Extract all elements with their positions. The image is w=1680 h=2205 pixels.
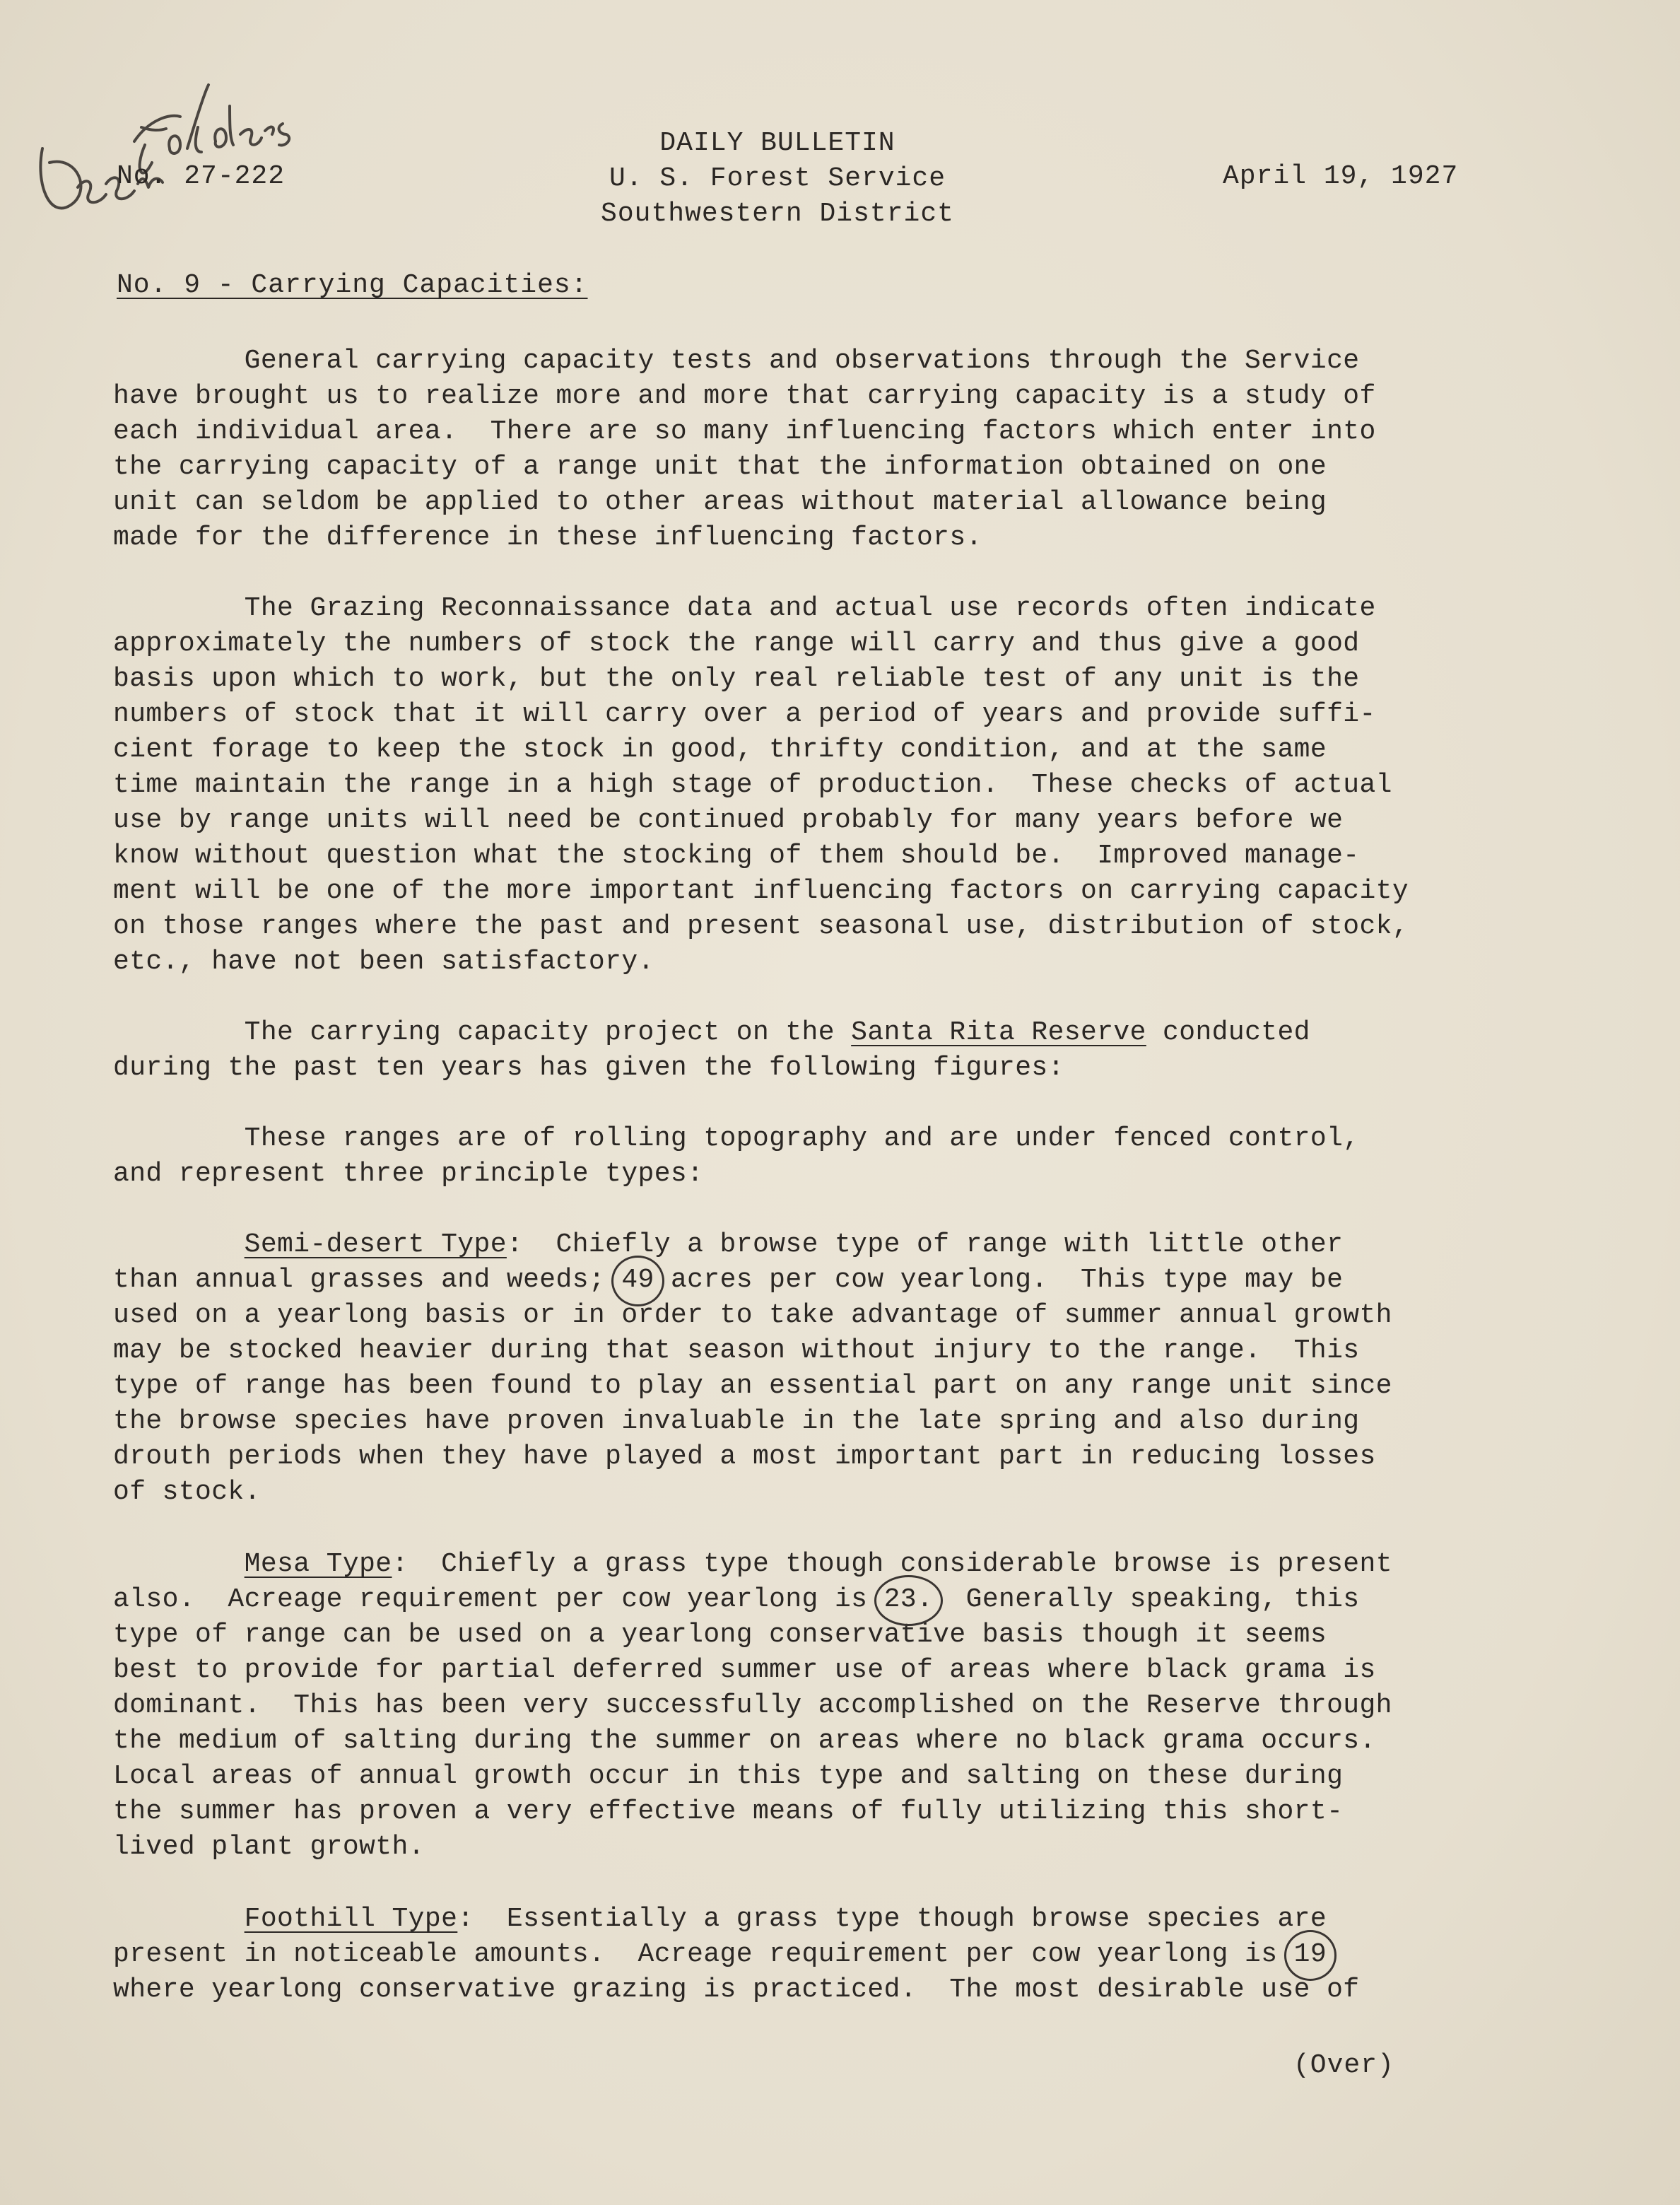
text-line: also. Acreage requirement per cow yearlong is 23. Generally speaking, this: [113, 1582, 1527, 1618]
text-line: cient forage to keep the stock in good, thrifty condition, and at the same: [113, 735, 1327, 765]
mesa-acres-circled: 23.: [884, 1582, 934, 1618]
text-line: made for the difference in these influencing factors.: [113, 522, 982, 553]
text-line: etc., have not been satisfactory.: [113, 947, 654, 977]
bulletin-date: April 19, 1927: [1223, 161, 1459, 192]
text-line: the browse species have proven invaluable in the late spring and also during: [113, 1406, 1360, 1437]
issuing-agency: U. S. Forest Service: [609, 163, 946, 194]
text-line: Foothill Type: Essentially a grass type though browse species are: [244, 1904, 1327, 1934]
text-line: type of range can be used on a yearlong conservative basis though it seems: [113, 1620, 1327, 1650]
text-line: on those ranges where the past and present seasonal use, distribution of stock,: [113, 911, 1409, 942]
handwritten-deer-folder-note: [28, 64, 297, 226]
paragraph-general-tests: [113, 344, 1527, 556]
text-line: Mesa Type: Chiefly a grass type though considerable browse is present: [244, 1549, 1392, 1579]
text-line: the medium of salting during the summer on areas where no black grama occurs.: [113, 1726, 1376, 1756]
over-page-note: (Over): [1293, 2050, 1394, 2081]
text-line: present in noticeable amounts. Acreage requirement per cow yearlong is 19: [113, 1937, 1527, 1972]
paragraph-mesa: [113, 1547, 1527, 1865]
semi-desert-type-label: Semi-desert Type: [244, 1229, 507, 1260]
text-line: the summer has proven a very effective means of fully utilizing this short-: [113, 1796, 1344, 1827]
bulletin-heading: [580, 126, 975, 232]
mesa-type-label: Mesa Type: [244, 1549, 392, 1579]
paragraph-santa-rita: [113, 1015, 1527, 1086]
bulletin-title: DAILY BULLETIN: [659, 128, 895, 158]
text-line: approximately the numbers of stock the range will carry and thus give a good: [113, 628, 1360, 659]
semi-desert-acres-circled: 49: [621, 1263, 654, 1298]
text-line: drouth periods when they have played a most important part in reducing losses: [113, 1441, 1376, 1472]
text-line: numbers of stock that it will carry over a period of years and provide suffi-: [113, 699, 1376, 730]
text-line: These ranges are of rolling topography and are under fenced control,: [113, 1123, 1360, 1154]
text-line: each individual area. There are so many influencing factors which enter into: [113, 416, 1376, 447]
text-line: may be stocked heavier during that season without injury to the range. This: [113, 1335, 1360, 1366]
paragraph-reconnaissance: [113, 591, 1527, 980]
text-line: time maintain the range in a high stage of production. These checks of actual: [113, 770, 1392, 800]
text-line: General carrying capacity tests and observations through the Service: [113, 346, 1360, 376]
text-line: have brought us to realize more and more that carrying capacity is a study of: [113, 381, 1376, 411]
foothill-acres-circled: 19: [1294, 1937, 1327, 1972]
text-line: used on a yearlong basis or in order to take advantage of summer annual growth: [113, 1300, 1392, 1330]
text-line: Semi-desert Type: Chiefly a browse type of range with little other: [244, 1229, 1344, 1260]
text-line: during the past ten years has given the following figures:: [113, 1053, 1064, 1083]
text-line: The Grazing Reconnaissance data and actual use records often indicate: [113, 593, 1376, 624]
text-line: and represent three principle types:: [113, 1159, 704, 1189]
paragraph-topography: [113, 1121, 1527, 1192]
text-line: lived plant growth.: [113, 1832, 425, 1862]
text-line: use by range units will need be continued probably for many years before we: [113, 805, 1344, 836]
foothill-type-label: Foothill Type: [244, 1904, 458, 1934]
paragraph-foothill: [113, 1902, 1527, 2008]
text-line: best to provide for partial deferred summer use of areas where black grama is: [113, 1655, 1376, 1685]
section-title: No. 9 - Carrying Capacities:: [117, 270, 588, 300]
issuing-district: Southwestern District: [601, 199, 954, 229]
text-line: type of range has been found to play an essential part on any range unit since: [113, 1371, 1392, 1401]
text-line: know without question what the stocking of them should be. Improved manage-: [113, 841, 1360, 871]
text-line: than annual grasses and weeds; 49 acres per cow yearlong. This type may be: [113, 1263, 1527, 1298]
text-line: dominant. This has been very successfully accomplished on the Reserve through: [113, 1690, 1392, 1721]
text-line: The carrying capacity project on the Santa Rita Reserve conducted: [113, 1017, 1310, 1048]
text-line: Local areas of annual growth occur in this type and salting on these during: [113, 1761, 1344, 1791]
handwritten-annotation: [28, 64, 297, 226]
text-line: basis upon which to work, but the only real reliable test of any unit is the: [113, 664, 1360, 694]
text-line: unit can seldom be applied to other areas without material allowance being: [113, 487, 1327, 517]
text-line: the carrying capacity of a range unit that the information obtained on one: [113, 452, 1327, 482]
text-line: ment will be one of the more important influencing factors on carrying capacity: [113, 876, 1409, 906]
text-line: of stock.: [113, 1477, 261, 1507]
paragraph-semi-desert: [113, 1227, 1527, 1510]
bulletin-number: No. 27-222: [117, 161, 286, 192]
text-line: where yearlong conservative grazing is practiced. The most desirable use of: [113, 1975, 1360, 2005]
santa-rita-reserve: Santa Rita Reserve: [851, 1017, 1146, 1048]
